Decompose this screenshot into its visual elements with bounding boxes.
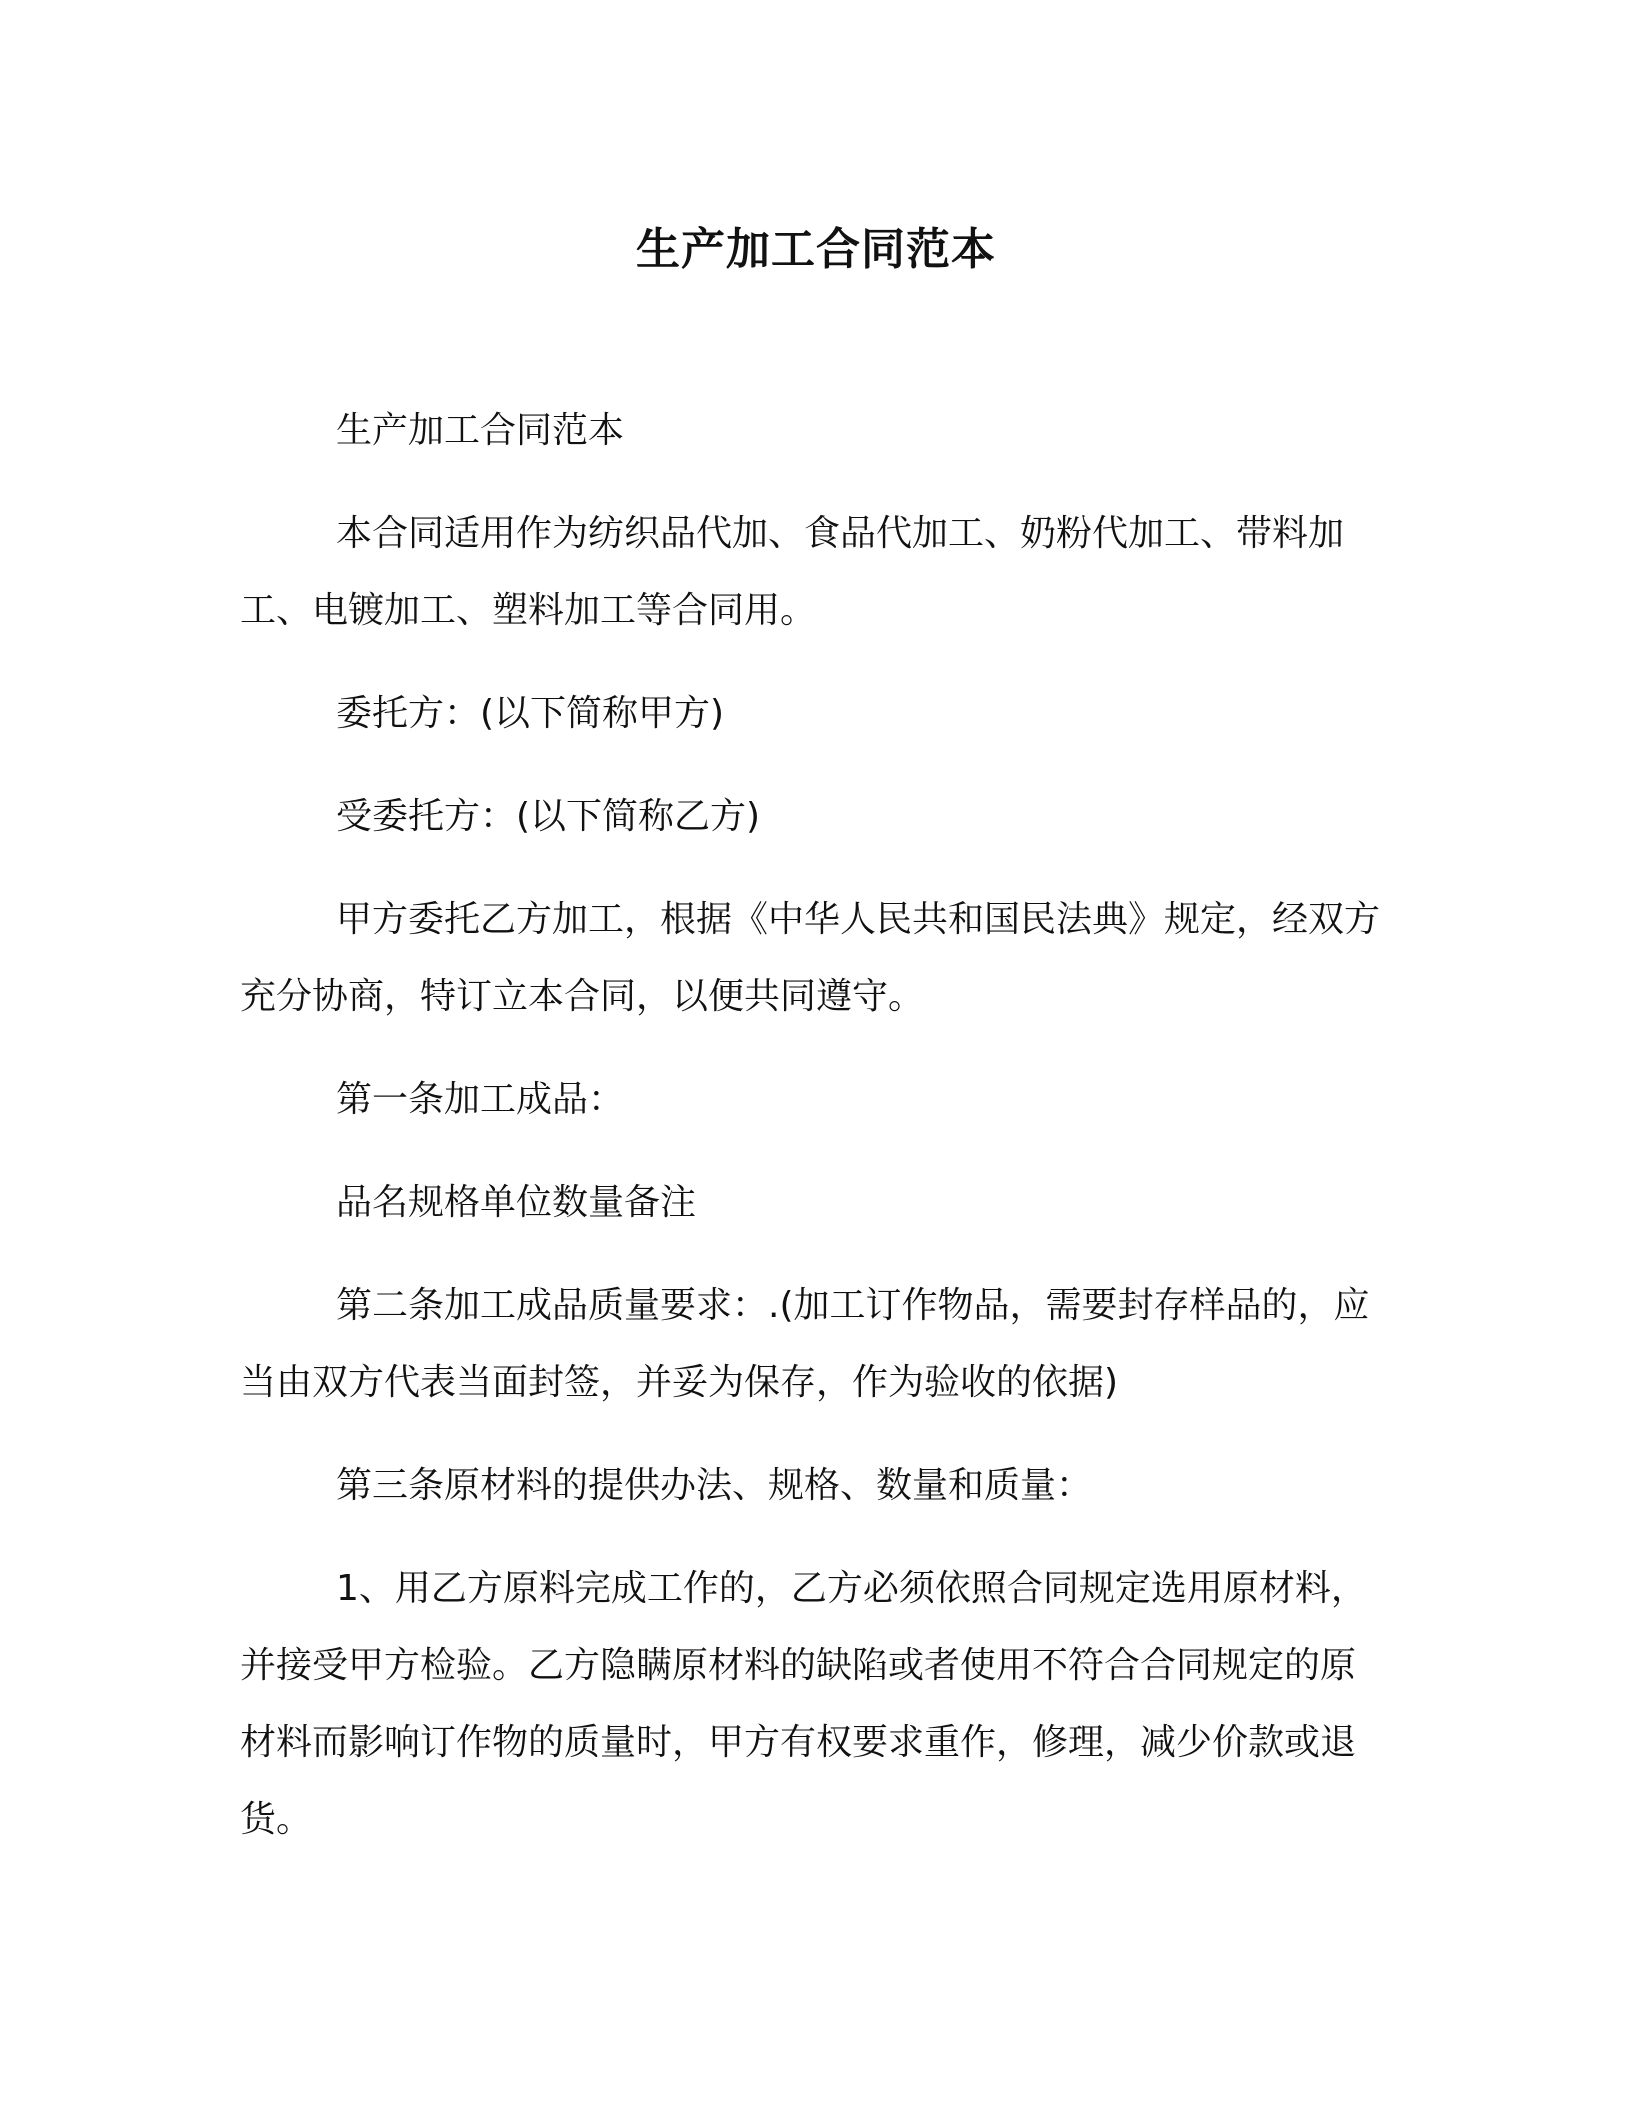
document-body <box>240 392 1380 1884</box>
paragraph-heading: 生产加工合同范本 <box>336 410 625 451</box>
paragraph-article-3-item-1: 1、用乙方原料完成工作的，乙方必须依照合同规定选用原材料，并接受甲方检验。乙方隐瞒原材料的缺陷或者使用不符合合同规定的原材料而影响订作物的质量时，甲方有权要求重作，修理，减少价款或退货。 <box>240 1568 1367 1840</box>
paragraph-article-2: 第二条加工成品质量要求：.(加工订作物品，需要封存样品的，应当由双方代表当面封签，并妥为保存，作为验收的依据) <box>240 1285 1370 1403</box>
paragraph-article-3: 第三条原材料的提供办法、规格、数量和质量： <box>336 1465 1093 1506</box>
paragraph-preamble: 甲方委托乙方加工，根据《中华人民共和国民法典》规定，经双方充分协商，特订立本合同，以便共同遵守。 <box>240 899 1381 1017</box>
paragraph-scope: 本合同适用作为纺织品代加、食品代加工、奶粉代加工、带料加工、电镀加工、塑料加工等合同用。 <box>240 513 1345 631</box>
paragraph-party-b: 受委托方：(以下简称乙方) <box>336 796 761 837</box>
paragraph-product-columns: 品名规格单位数量备注 <box>336 1182 697 1223</box>
paragraph-party-a: 委托方：(以下简称甲方) <box>336 693 725 734</box>
paragraph-article-1: 第一条加工成品： <box>336 1079 625 1120</box>
document-title: 生产加工合同范本 <box>636 224 996 275</box>
